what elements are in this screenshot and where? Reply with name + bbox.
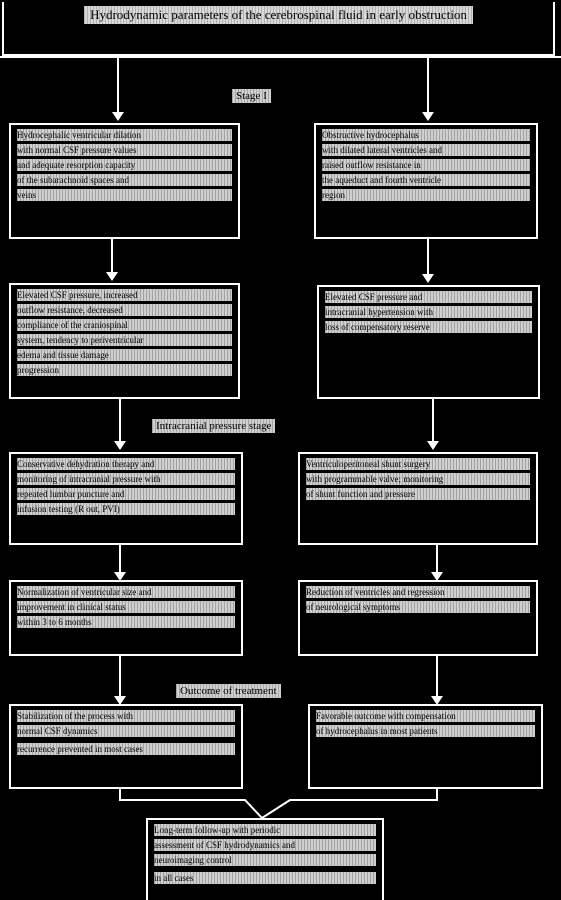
- arrow-l5-bottom: [120, 788, 262, 818]
- box-right-4: [298, 580, 538, 656]
- box-line: compliance of the craniospinal: [17, 319, 232, 331]
- box-right-1: [314, 123, 538, 239]
- box-line: Obstructive hydrocephalus: [322, 129, 530, 141]
- section-label-third: Outcome of treatment: [176, 684, 281, 698]
- box-line: outflow resistance, decreased: [17, 304, 232, 316]
- arrowhead-l1: [112, 112, 124, 121]
- box-line: infusion testing (R out, PVI): [17, 503, 235, 515]
- arrowhead-r3: [427, 441, 439, 450]
- box-line: with dilated lateral ventricles and: [322, 144, 530, 156]
- box-line: Ventriculoperitoneal shunt surgery: [306, 458, 530, 470]
- box-line: with programmable valve; monitoring: [306, 473, 530, 485]
- box-line: normal CSF dynamics: [17, 725, 235, 737]
- box-right-2: [317, 285, 540, 399]
- box-line: Favorable outcome with compensation: [316, 710, 535, 722]
- box-line: of the subarachnoid spaces and: [17, 174, 232, 186]
- box-line: Normalization of ventricular size and: [17, 586, 235, 598]
- box-line: assessment of CSF hydrodynamics and: [154, 839, 376, 851]
- box-line: of shunt function and pressure: [306, 488, 530, 500]
- arrowhead-l2: [106, 272, 118, 281]
- box-line: Stabilization of the process with: [17, 710, 235, 722]
- box-left-4: [9, 580, 243, 656]
- box-line: region: [322, 189, 530, 201]
- box-line: improvement in clinical status: [17, 601, 235, 613]
- box-left-3: [9, 452, 243, 545]
- box-left-1: [9, 123, 240, 239]
- box-line: the aqueduct and fourth ventricle: [322, 174, 530, 186]
- arrowhead-r2: [422, 274, 434, 283]
- box-line: within 3 to 6 months: [17, 616, 235, 628]
- box-left-5: [9, 704, 243, 789]
- box-line: raised outflow resistance in: [322, 159, 530, 171]
- box-line: Conservative dehydration therapy and: [17, 458, 235, 470]
- box-line: neuroimaging control: [154, 854, 376, 866]
- box-bottom: [146, 818, 384, 900]
- box-line: Elevated CSF pressure, increased: [17, 289, 232, 301]
- box-line: loss of compensatory reserve: [325, 321, 532, 333]
- box-line: of neurological symptoms: [306, 601, 530, 613]
- arrow-r5-bottom: [262, 788, 437, 818]
- box-line: system, tendency to periventricular: [17, 334, 232, 346]
- box-line: of hydrocephalus in most patients: [316, 725, 535, 737]
- section-label-first: Stage I: [232, 89, 271, 103]
- box-line: and adequate resorption capacity: [17, 159, 232, 171]
- box-line: progression: [17, 364, 232, 376]
- box-right-5: [308, 704, 543, 789]
- box-line: veins: [17, 189, 232, 201]
- box-line: edema and tissue damage: [17, 349, 232, 361]
- box-line: monitoring of intracranial pressure with: [17, 473, 235, 485]
- arrowhead-r1: [422, 112, 434, 121]
- box-line: with normal CSF pressure values: [17, 144, 232, 156]
- section-label-second: Intracranial pressure stage: [152, 419, 275, 433]
- box-right-3: [298, 452, 538, 545]
- box-line: Hydrocephalic ventricular dilation: [17, 129, 232, 141]
- box-line: Long-term follow-up with periodic: [154, 824, 376, 836]
- box-line: recurrence prevented in most cases: [17, 743, 235, 755]
- box-line: in all cases: [154, 872, 376, 884]
- box-line: repeated lumbar puncture and: [17, 488, 235, 500]
- arrowhead-l3: [114, 441, 126, 450]
- box-left-2: [9, 283, 240, 399]
- diagram-title: Hydrodynamic parameters of the cerebrospinal fluid in early obstruction: [84, 6, 473, 24]
- box-line: Reduction of ventricles and regression: [306, 586, 530, 598]
- box-line: Elevated CSF pressure and: [325, 291, 532, 303]
- box-line: intracranial hypertension with: [325, 306, 532, 318]
